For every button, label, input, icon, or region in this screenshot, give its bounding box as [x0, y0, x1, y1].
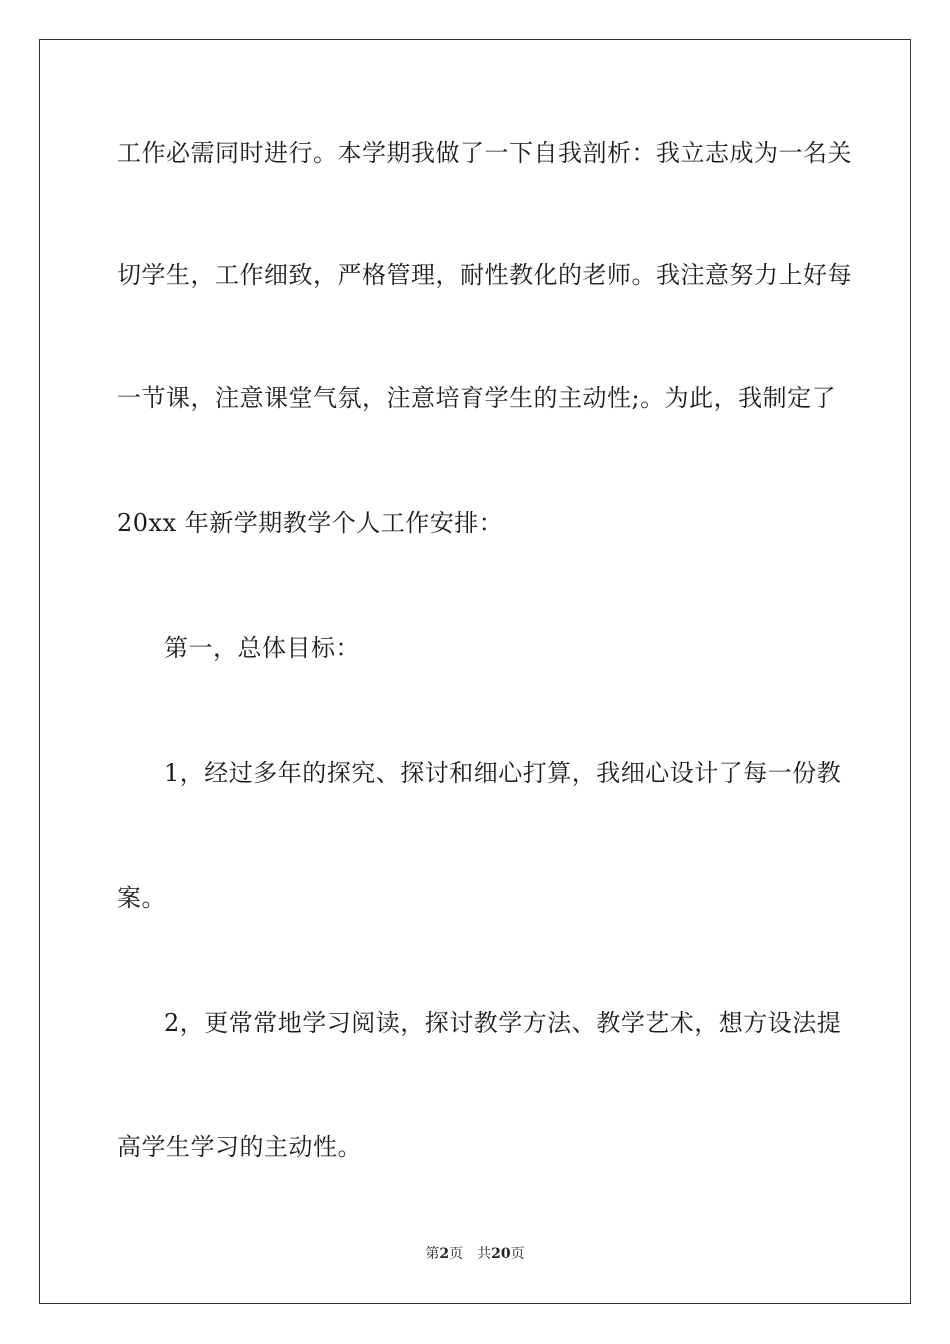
- footer-page-prefix: 第: [425, 1246, 440, 1262]
- body-line-4: 20xx 年新学期教学个人工作安排：: [117, 509, 504, 537]
- list-item-1-line-1: 1，经过多年的探究、探讨和细心打算，我细心设计了每一份教: [164, 759, 842, 787]
- list-item-2-line-2: 高学生学习的主动性。: [117, 1133, 362, 1161]
- section-heading: 第一，总体目标：: [164, 634, 360, 662]
- list-item-1-line-2: 案。: [117, 884, 166, 912]
- page-border: [39, 39, 911, 1304]
- body-line-3: 一节课，注意课堂气氛，注意培育学生的主动性;。为此，我制定了: [117, 384, 837, 412]
- footer-total-prefix: 共: [477, 1246, 492, 1262]
- list-item-2-line-1: 2，更常常地学习阅读，探讨教学方法、教学艺术，想方设法提: [164, 1009, 842, 1037]
- footer-total-pages: 20: [491, 1246, 511, 1262]
- body-line-2: 切学生，工作细致，严格管理，耐性教化的老师。我注意努力上好每: [117, 261, 852, 289]
- page-footer: [0, 1245, 950, 1263]
- body-line-1: 工作必需同时进行。本学期我做了一下自我剖析：我立志成为一名关: [117, 139, 852, 167]
- footer-page-number: 2: [439, 1246, 450, 1262]
- footer-page-suffix: 页: [449, 1246, 464, 1262]
- footer-total-suffix: 页: [510, 1246, 525, 1262]
